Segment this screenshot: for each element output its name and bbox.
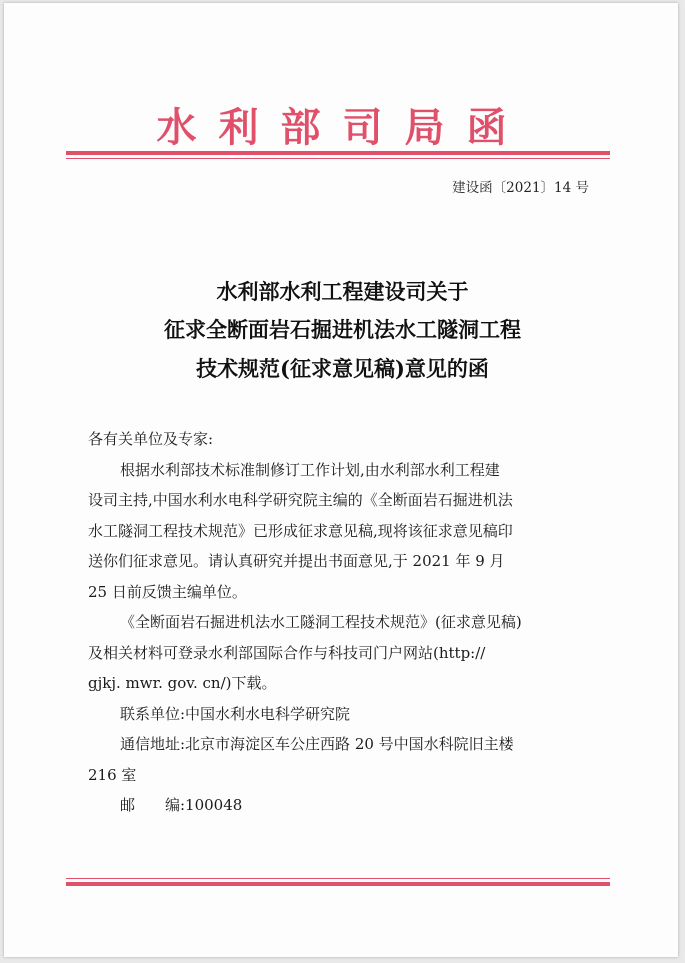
body-line: 设司主持,中国水利水电科学研究院主编的《全断面岩石掘进机法 — [88, 491, 513, 509]
footer-divider-thick — [66, 882, 610, 886]
body-line: 《全断面岩石掘进机法水工隧洞工程技术规范》(征求意见稿) — [120, 613, 522, 631]
title-line-2: 征求全断面岩石掘进机法水工隧洞工程 — [164, 317, 521, 342]
body-line: 根据水利部技术标准制修订工作计划,由水利部水利工程建 — [120, 460, 500, 479]
footer-divider-thin — [66, 878, 610, 879]
body-line: 送你们征求意见。请认真研究并提出书面意见,于 2021 年 9 月 — [88, 552, 505, 570]
org-letterhead-title: 水利部司局函 — [156, 104, 529, 151]
title-line-3: 技术规范(征求意见稿)意见的函 — [196, 356, 489, 381]
body-line: 25 日前反馈主编单位。 — [88, 582, 247, 601]
body-line: 水工隧洞工程技术规范》已形成征求意见稿,现将该征求意见稿印 — [88, 521, 513, 540]
body-line: 及相关材料可登录水利部国际合作与科技司门户网站(http:// — [88, 643, 486, 662]
header-divider-thin — [66, 158, 610, 159]
postal-code: 邮 编:100048 — [120, 796, 243, 814]
title-line-1: 水利部水利工程建设司关于 — [216, 279, 469, 304]
mailing-address-room: 216 室 — [88, 765, 137, 784]
body-line: gjkj. mwr. gov. cn/)下载。 — [88, 674, 277, 692]
mailing-address: 通信地址:北京市海淀区车公庄西路 20 号中国水科院旧主楼 — [120, 735, 514, 753]
document-number: 建设函〔2021〕14 号 — [452, 180, 589, 196]
header-divider-thick — [66, 151, 610, 155]
contact-unit: 联系单位:中国水利水电科学研究院 — [120, 704, 351, 723]
letter-body — [88, 424, 590, 821]
salutation: 各有关单位及专家: — [88, 430, 214, 448]
